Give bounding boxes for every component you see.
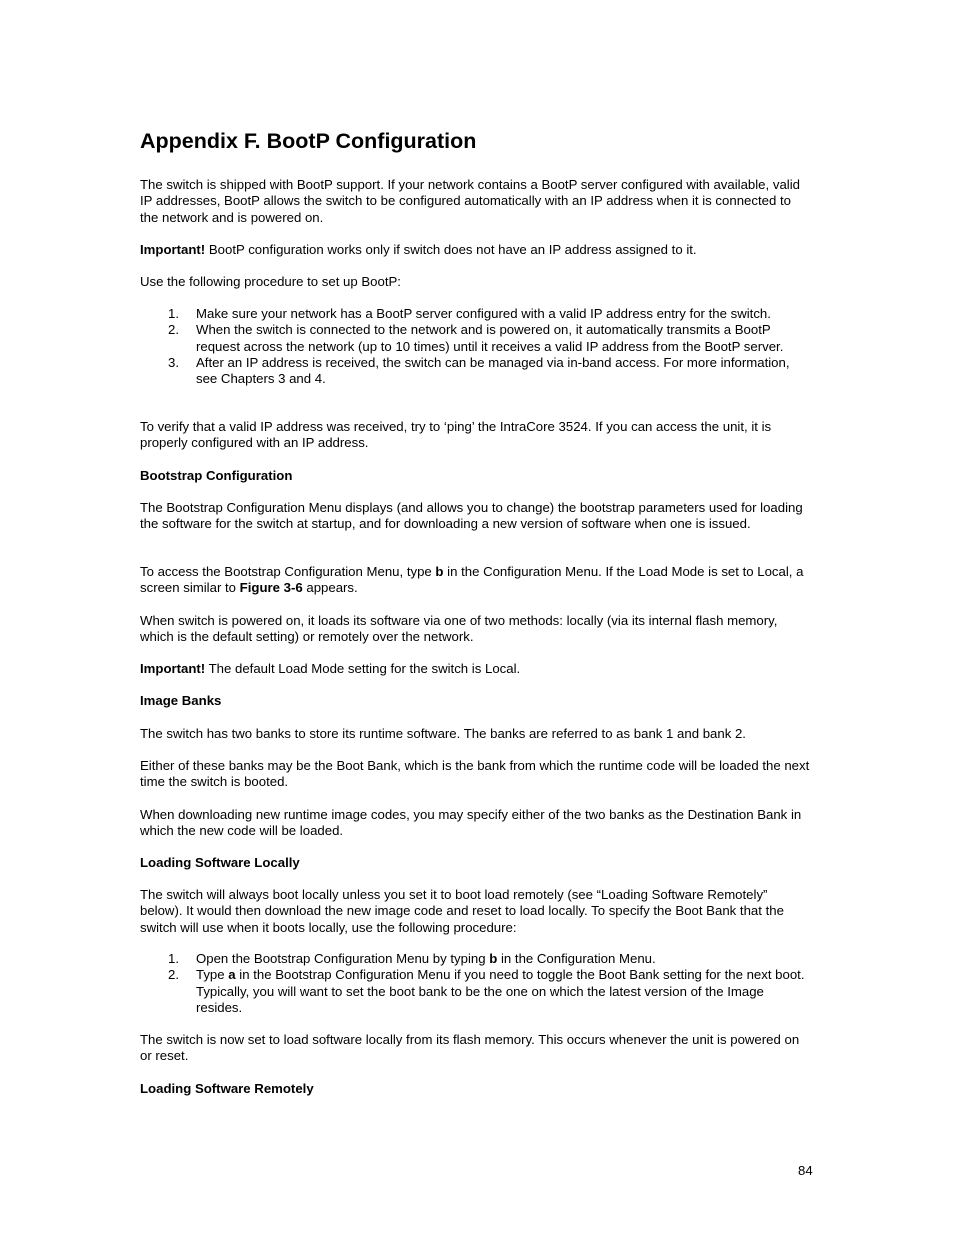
- important-label: Important!: [140, 661, 206, 676]
- heading-loading-locally: Loading Software Locally: [140, 855, 300, 870]
- list-number: 1.: [168, 951, 179, 966]
- list-item: [140, 322, 812, 355]
- local-summary-paragraph: The switch is now set to load software locally from its flash memory. This occurs whenever the unit is powered on or reset.: [140, 1032, 800, 1064]
- heading-bootstrap-configuration: Bootstrap Configuration: [140, 468, 293, 483]
- bootp-steps-list: [140, 306, 812, 387]
- key-b: b: [489, 951, 498, 966]
- text-run: appears.: [302, 580, 358, 596]
- text-run: To access the Bootstrap Configuration Menu, type: [140, 564, 436, 579]
- important-label: Important!: [140, 242, 206, 257]
- list-item: [140, 355, 812, 388]
- list-item: [140, 951, 812, 967]
- verify-paragraph: To verify that a valid IP address was received, try to ‘ping’ the IntraCore 3524. If you can access the unit, it is properly configured with an IP address.: [140, 419, 772, 451]
- destination-bank-paragraph: When downloading new runtime image codes, you may specify either of the two banks as the Destination Bank in which the new code will be loaded.: [140, 807, 802, 839]
- page-title: Appendix F. BootP Configuration: [140, 129, 477, 153]
- important-text: The default Load Mode setting for the switch is Local.: [205, 661, 521, 676]
- list-text: When the switch is connected to the network and is powered on, it automatically transmits a BootP request across the network (up to 10 times) until it receives a valid IP address from the BootP server.: [196, 322, 784, 354]
- boot-bank-paragraph: Either of these banks may be the Boot Bank, which is the bank from which the runtime code will be loaded the next time the switch is booted.: [140, 758, 810, 790]
- important-note-load-mode: [140, 661, 812, 677]
- key-a: a: [228, 967, 236, 983]
- list-text: Make sure your network has a BootP server configured with a valid IP address entry for the switch.: [196, 306, 771, 321]
- list-item: [140, 967, 812, 1016]
- local-steps-list: [140, 951, 812, 1016]
- important-text: BootP configuration works only if switch does not have an IP address assigned to it.: [205, 242, 697, 257]
- intro-paragraph: The switch is shipped with BootP support. If your network contains a BootP server configured with available, valid IP addresses, BootP allows the switch to be configured automatically with an IP address when it is connected to the network and is powered on.: [140, 177, 800, 225]
- text-run: Open the Bootstrap Configuration Menu by typing: [196, 951, 490, 966]
- list-number: 3.: [168, 354, 179, 370]
- heading-loading-remotely: Loading Software Remotely: [140, 1081, 314, 1096]
- list-number: 1.: [168, 306, 179, 321]
- heading-image-banks: Image Banks: [140, 693, 222, 708]
- access-menu-paragraph: [140, 564, 812, 597]
- text-run: in the Configuration Menu.: [497, 951, 656, 966]
- load-methods-paragraph: When switch is powered on, it loads its software via one of two methods: locally (via its internal flash memory, which is the default setting) or remotely over the network.: [140, 613, 778, 645]
- bootstrap-paragraph: The Bootstrap Configuration Menu displays (and allows you to change) the bootstrap parameters used for loading the software for the switch at startup, and for downloading a new version of software when one is issued.: [140, 500, 803, 532]
- page-number: 84: [798, 1163, 813, 1178]
- list-number: 2.: [168, 967, 179, 983]
- text-run: in the Bootstrap Configuration Menu if you need to toggle the Boot Bank setting for the next boot. Typically, you will want to set the boot bank to be the one on which the latest version of the Image resides.: [196, 967, 805, 1015]
- list-item: [140, 306, 812, 322]
- list-text: After an IP address is received, the switch can be managed via in-band access. For more information, see Chapters 3 and 4.: [196, 354, 790, 387]
- figure-reference: Figure 3-6: [239, 580, 303, 596]
- important-note-bootp: [140, 242, 812, 258]
- procedure-intro: Use the following procedure to set up BootP:: [140, 274, 401, 289]
- list-number: 2.: [168, 322, 179, 338]
- banks-paragraph: The switch has two banks to store its runtime software. The banks are referred to as bank 1 and bank 2.: [140, 726, 746, 741]
- local-boot-paragraph: The switch will always boot locally unless you set it to boot load remotely (see “Loading Software Remotely” below). It would then download the new image code and reset to load locally. To specify the Boot Bank that the switch will use when it boots locally, use the following procedure:: [140, 887, 784, 935]
- text-run: Type: [196, 967, 229, 983]
- key-b: b: [435, 564, 444, 579]
- text-run: in the Configuration Menu. If the Load Mode is set to Local, a screen similar to: [140, 564, 804, 596]
